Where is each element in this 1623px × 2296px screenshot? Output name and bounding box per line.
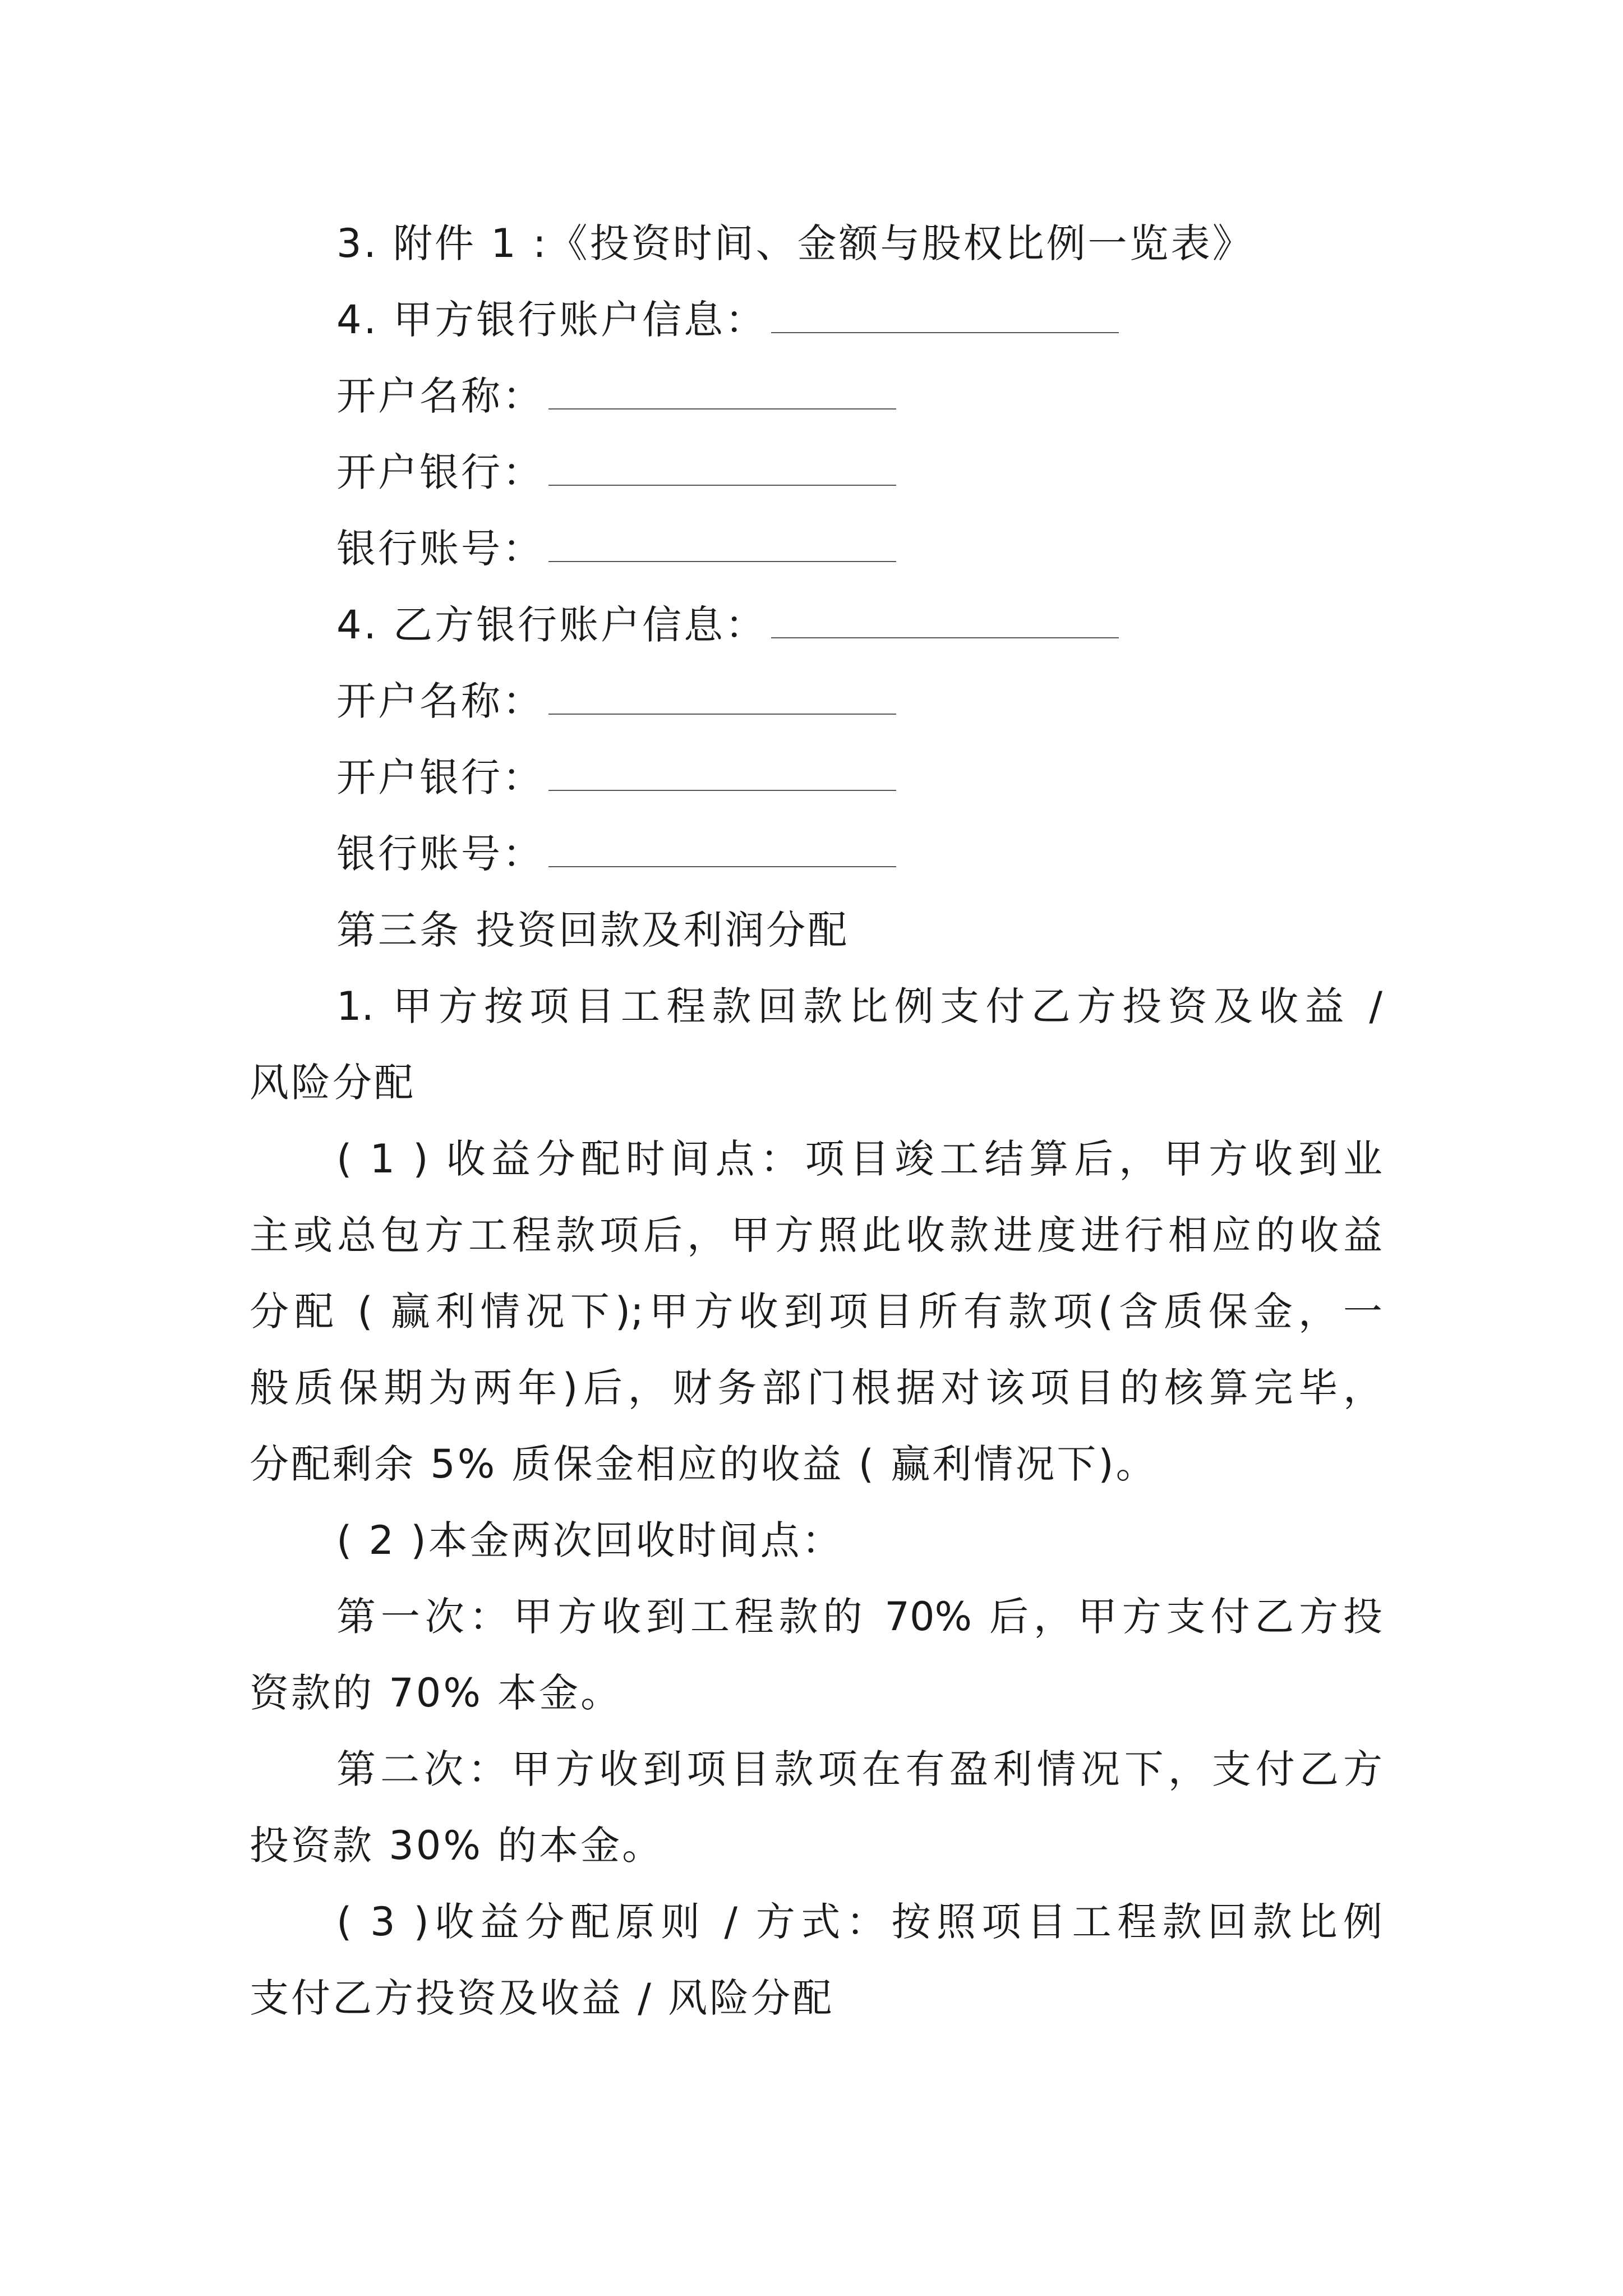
party-a-bank-name-blank[interactable] — [548, 447, 896, 486]
item-3-line-1: ( 3 )收益分配原则 / 方式：按照项目工程款回款比例 — [336, 1899, 1382, 1945]
party-b-bank-info-blank[interactable] — [771, 599, 1119, 638]
party-a-bank-name-line: 开户银行： — [336, 445, 896, 499]
item-1-line-4: 般质保期为两年)后，财务部门根据对该项目的核算完毕， — [250, 1365, 1382, 1411]
party-a-account-number-line: 银行账号： — [336, 522, 896, 576]
party-a-bank-info-line: 4. 甲方银行账户信息： — [336, 293, 1119, 347]
party-b-bank-info-line: 4. 乙方银行账户信息： — [336, 598, 1119, 652]
article-three-heading: 第三条 投资回款及利润分配 — [336, 907, 850, 953]
item-2-heading: ( 2 )本金两次回收时间点： — [336, 1517, 843, 1563]
clause-1-line-2: 风险分配 — [250, 1060, 416, 1106]
party-a-account-number-blank[interactable] — [548, 523, 896, 562]
party-a-account-name-line: 开户名称： — [336, 369, 896, 423]
item-1-line-2: 主或总包方工程款项后，甲方照此收款进度进行相应的收益 — [250, 1212, 1382, 1258]
item-1-line-1: ( 1 ) 收益分配时间点：项目竣工结算后，甲方收到业 — [336, 1136, 1382, 1182]
party-b-account-number-blank[interactable] — [548, 828, 896, 867]
party-b-bank-name-line: 开户银行： — [336, 751, 896, 804]
second-recovery-line-2: 投资款 30% 的本金。 — [250, 1823, 664, 1869]
first-recovery-line-1: 第一次：甲方收到工程款的 70% 后，甲方支付乙方投 — [336, 1594, 1382, 1640]
party-a-bank-info-blank[interactable] — [771, 294, 1119, 333]
attachment-line: 3. 附件 1 :《投资时间、金额与股权比例一览表》 — [336, 220, 1254, 266]
first-recovery-line-2: 资款的 70% 本金。 — [250, 1670, 623, 1716]
party-b-account-name-line: 开户名称： — [336, 674, 896, 728]
item-1-line-5: 分配剩余 5% 质保金相应的收益 ( 赢利情况下)。 — [250, 1441, 1158, 1487]
party-a-account-name-blank[interactable] — [548, 370, 896, 409]
item-3-line-2: 支付乙方投资及收益 / 风险分配 — [250, 1975, 834, 2021]
item-1-line-3: 分配 ( 赢利情况下);甲方收到项目所有款项(含质保金，一 — [250, 1289, 1382, 1335]
clause-1-line-1: 1. 甲方按项目工程款回款比例支付乙方投资及收益 / — [336, 983, 1382, 1029]
party-b-account-name-blank[interactable] — [548, 675, 896, 715]
party-b-account-number-line: 银行账号： — [336, 827, 896, 881]
party-b-bank-name-blank[interactable] — [548, 752, 896, 791]
second-recovery-line-1: 第二次：甲方收到项目款项在有盈利情况下，支付乙方 — [336, 1746, 1382, 1792]
